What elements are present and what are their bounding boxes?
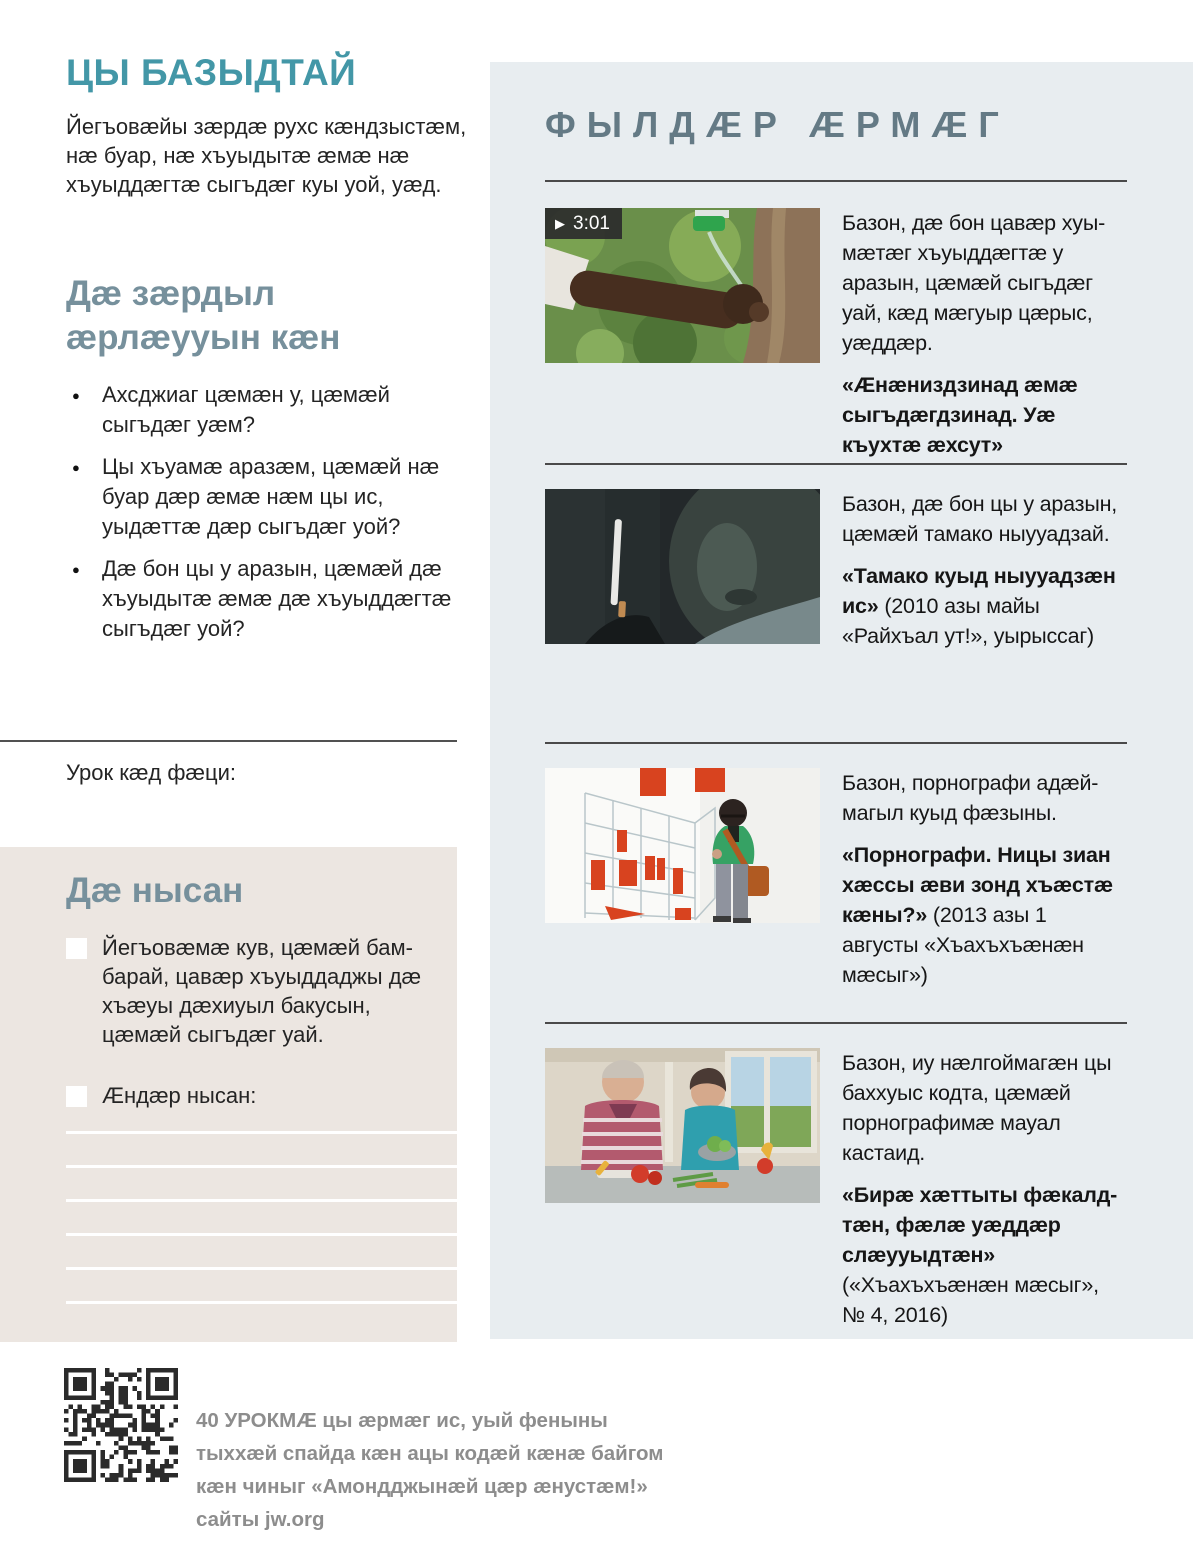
media-item: [545, 489, 1127, 651]
goal-checkbox[interactable]: [66, 1086, 87, 1107]
item-divider: [545, 742, 1127, 744]
footer-note: 40 УРОКМÆ цы æрмæг ис, уый феныны тыххæй спайда кæн ацы кодæй кæнæ байгом кæн чиныг «Амондджынæй цæр æнустæм!» сайты jw.org: [196, 1409, 664, 1531]
couple-cooking-photo: [545, 1048, 820, 1203]
item-divider: [545, 180, 1127, 182]
recall-question: ● Цы хъуамæ аразæм, цæмæй нæ буар дæр æмæ нæм цы ис, уыдæттæ дæр сыгъдæг уой?: [66, 452, 458, 542]
more-material-header: ФЫЛДÆР ÆРМÆГ: [545, 104, 1010, 145]
goal-item: [66, 933, 428, 1049]
goal-item-label: Æндæр нысан:: [102, 1083, 257, 1108]
reference-title: «Бирæ хæттыты фæкалдтæн, фæлæ уæддæр слæууыдтæн»: [842, 1183, 1118, 1267]
recall-heading: Дæ зæрдыл æрлæууын кæн: [66, 274, 341, 357]
goal-checkbox[interactable]: [66, 938, 87, 959]
goal-title: Дæ нысан: [66, 871, 244, 910]
writing-line: [66, 1233, 457, 1236]
recall-question-list: [66, 380, 458, 656]
man-at-magazine-rack-illustration: [545, 768, 820, 923]
item-divider: [545, 463, 1127, 465]
media-item-description: Базон, дæ бон цавæр хуымæтæг хъуыддæгтæ у аразын, цæмæй сыгъдæг уай, кæд мæгуыр цæрыс, уæддæр.: [842, 211, 1106, 355]
recall-question: ● Дæ бон цы у аразын, цæмæй дæ хъуыдытæ æмæ дæ хъуыддæгтæ сыгъдæг уой?: [66, 554, 458, 644]
reference-title: «Порнографи. Ницы зиан хæссы æви зонд хъæстæ кæны?»: [842, 843, 1113, 927]
goal-writing-lines[interactable]: [66, 1131, 457, 1335]
goal-item: [66, 1081, 428, 1110]
writing-line: [66, 1131, 457, 1134]
media-item-description: Базон, иу нæлгоймагæн цы баххуыс кодта, цæмæй порнографимæ мауал кастаид.: [842, 1051, 1112, 1165]
qr-code: [64, 1368, 178, 1482]
media-item-description: Базон, порнографи адæймагыл куыд фæзыны.: [842, 771, 1099, 825]
writing-line: [66, 1199, 457, 1202]
media-item: [545, 208, 1127, 460]
page-title: ЦЫ БАЗЫДТАЙ: [66, 52, 357, 93]
writing-line: [66, 1165, 457, 1168]
media-item: [545, 1048, 1127, 1330]
lesson-completed-label: Урок кæд фæци:: [66, 760, 236, 785]
kitchen-scene: [545, 1048, 820, 1203]
recall-question: ● Ахсджиаг цæмæн у, цæмæй сыгъдæг уæм?: [66, 380, 458, 440]
man-with-cigarette-photo: [545, 489, 820, 644]
video-duration-badge: [545, 208, 622, 239]
writing-line: [66, 1301, 457, 1304]
media-item-reference: [842, 840, 1127, 990]
handwashing-video-thumbnail[interactable]: [545, 208, 820, 363]
media-item: [545, 768, 1127, 990]
media-item-reference: [842, 1180, 1127, 1330]
left-divider: [0, 740, 457, 742]
reference-detail: (2013 азы 1 августы «Хъахъхъæнæн мæсыг»): [842, 903, 1084, 987]
play-icon: ▶: [555, 215, 565, 231]
reference-title: «Æнæниздзинад æмæ сыгъдæгдзинад. Уæ къухтæ æхсут»: [842, 373, 1078, 457]
more-material-panel: [490, 62, 1193, 1339]
video-duration: 3:01: [573, 212, 610, 234]
intro-paragraph: Йегъовæйы зæрдæ рухс кæндзыстæм, нæ буар, нæ хъуыдытæ æмæ нæ хъуыддæгтæ сыгъдæг куы уой, уæд.: [66, 114, 467, 197]
item-divider: [545, 1022, 1127, 1024]
reference-detail: («Хъахъхъæнæн мæсыг», № 4, 2016): [842, 1273, 1099, 1327]
writing-line: [66, 1267, 457, 1270]
media-item-description: Базон, дæ бон цы у аразын, цæмæй тамако ныууадзай.: [842, 492, 1118, 546]
goal-item-label: Йегъовæмæ кув, цæмæй бамбарай, цавæр хъуыддаджы дæ хъæуы дæхиуыл бакусын, цæмæй сыгъдæг уай.: [102, 935, 422, 1047]
reference-detail: (2010 азы майы «Райхъал ут!», уырыссаг): [842, 594, 1094, 648]
media-item-reference: [842, 561, 1127, 651]
magazine-rack-scene: [545, 768, 820, 923]
media-item-reference: [842, 370, 1127, 460]
reference-title: «Тамако куыд ныууадзæн ис»: [842, 564, 1116, 618]
cigarette-scene: [545, 489, 820, 644]
goal-box: [0, 847, 457, 1342]
